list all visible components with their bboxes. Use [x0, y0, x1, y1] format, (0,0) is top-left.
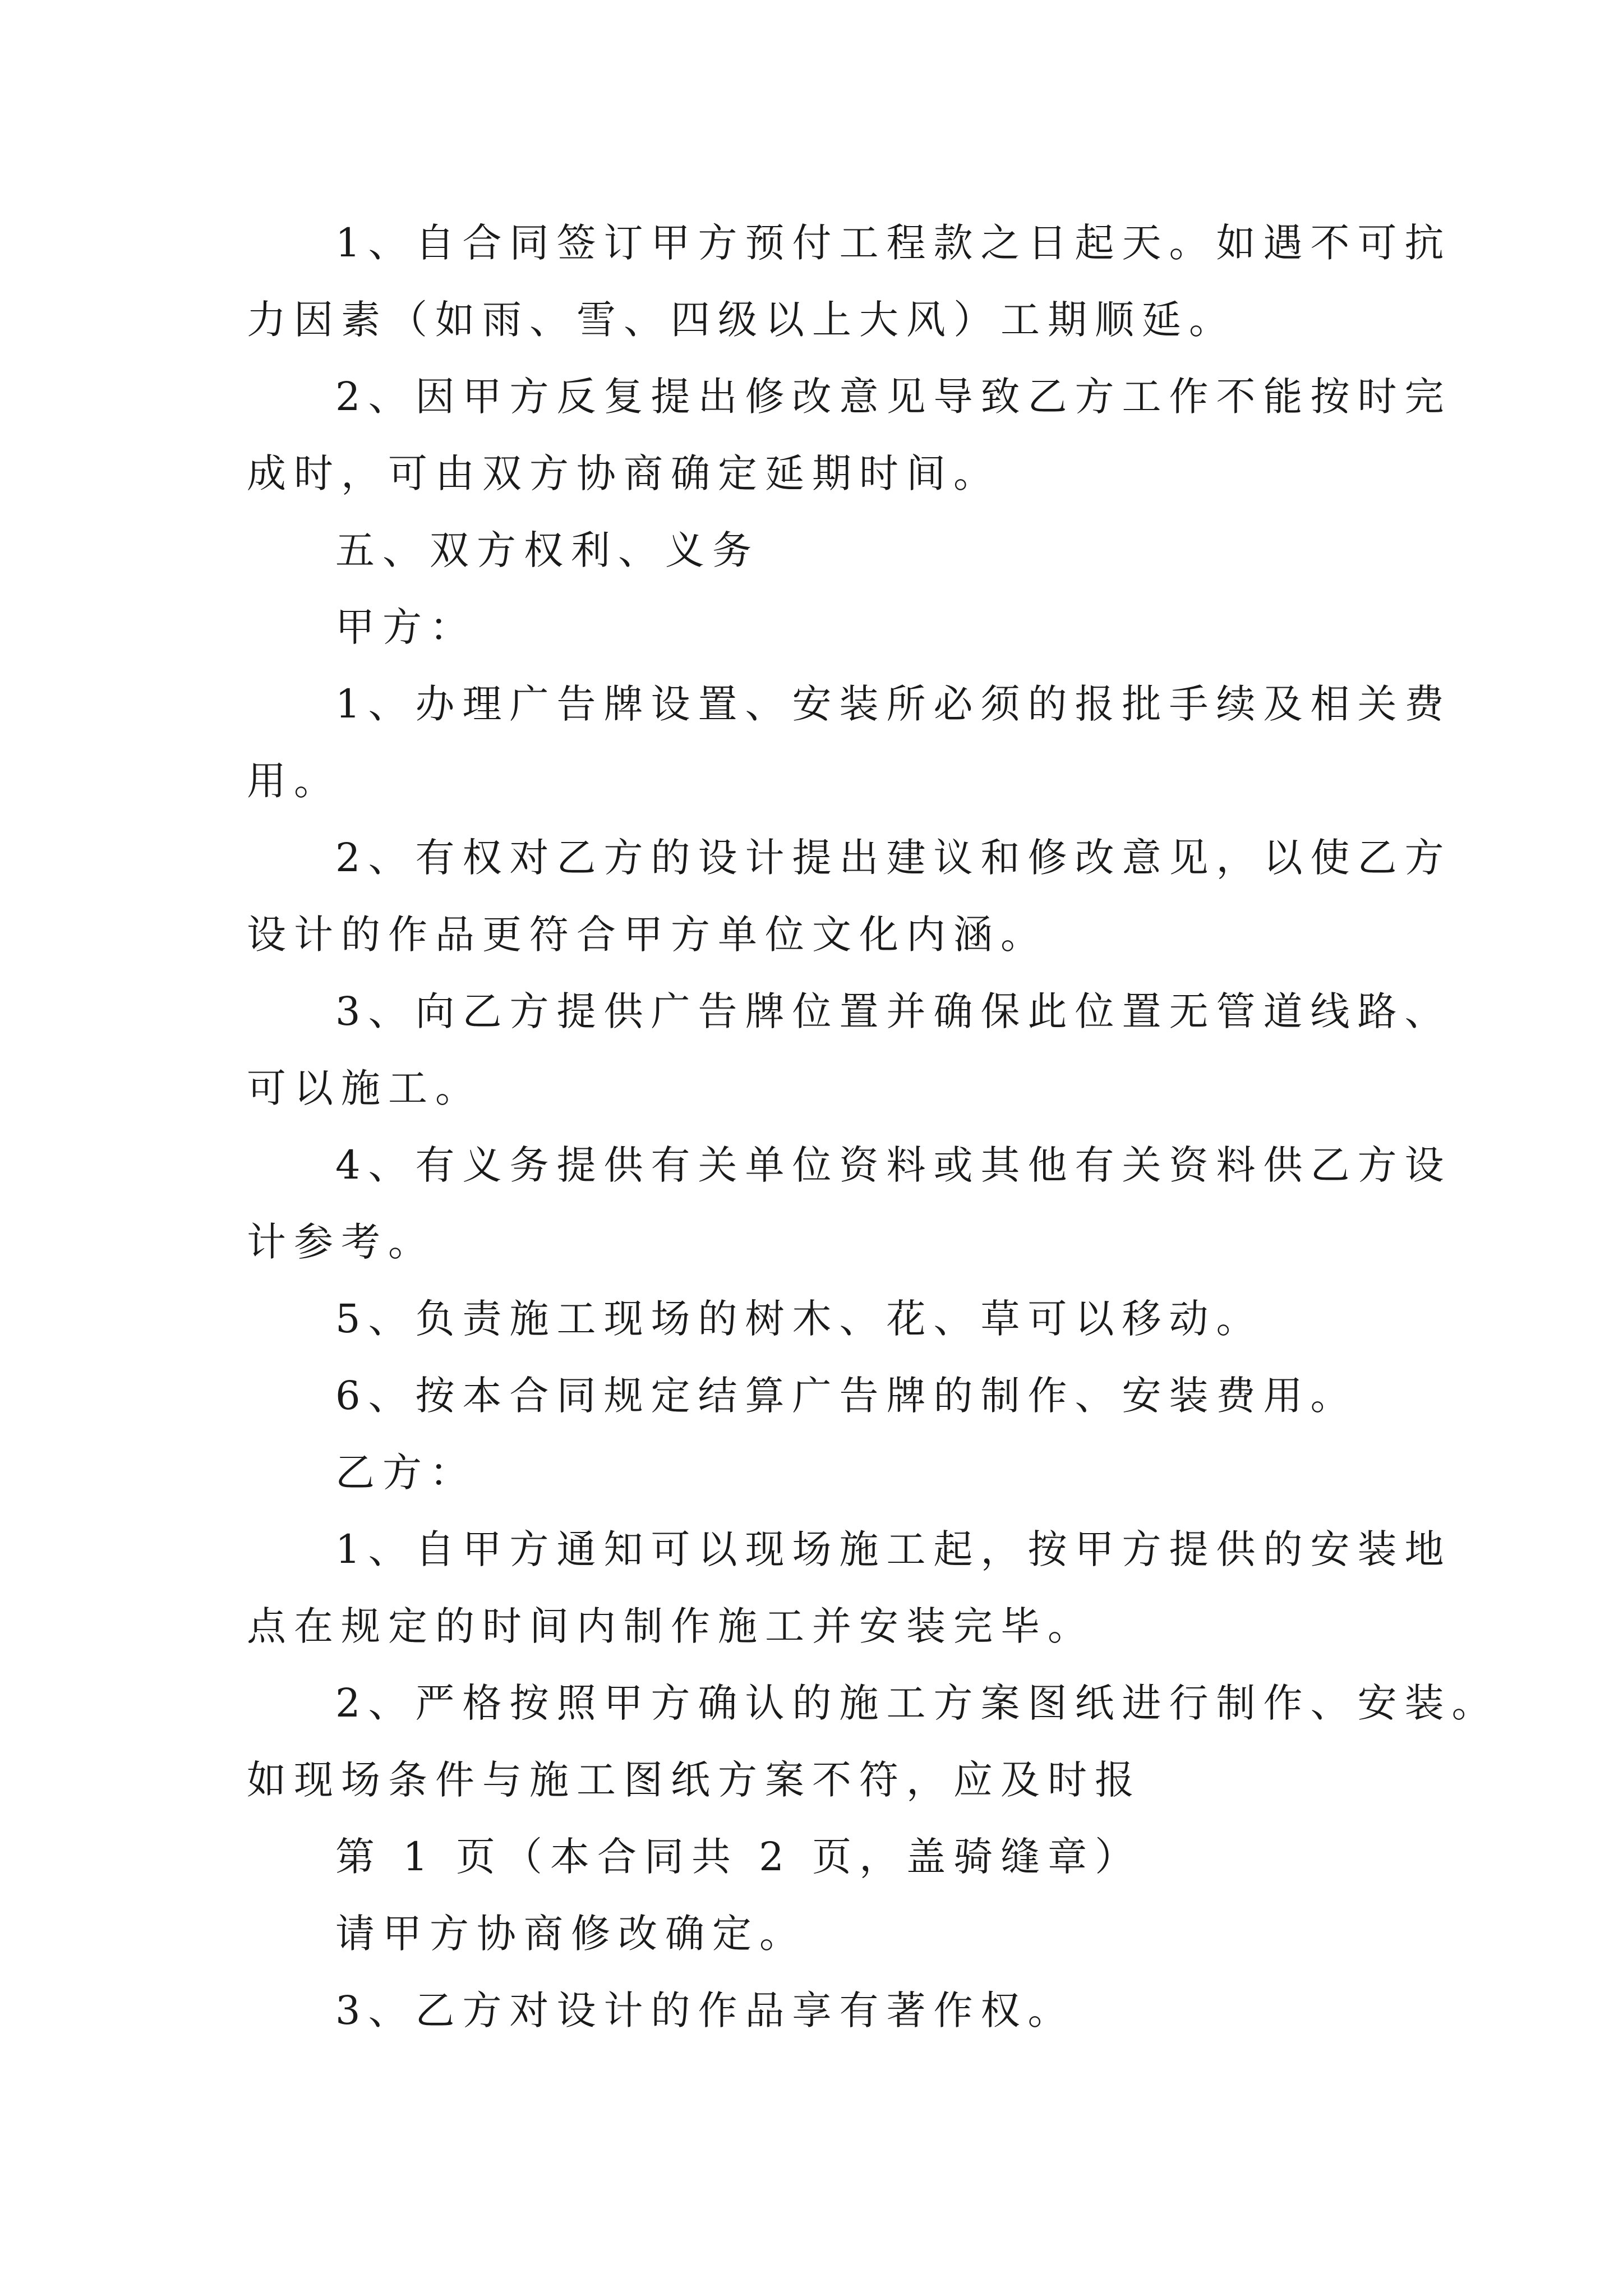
paragraph-line: 力因素（如雨、雪、四级以上大风）工期顺延。: [247, 297, 1236, 343]
paragraph-line: 1、自甲方通知可以现场施工起，按甲方提供的安装地: [335, 1526, 1452, 1572]
paragraph-line: 5、负责施工现场的树木、花、草可以移动。: [335, 1296, 1264, 1342]
paragraph-line: 2、因甲方反复提出修改意见导致乙方工作不能按时完: [335, 374, 1452, 420]
party-heading: 甲方：: [335, 604, 477, 650]
paragraph-line: 1、自合同签订甲方预付工程款之日起天。如遇不可抗: [335, 220, 1452, 266]
paragraph-line: 点在规定的时间内制作施工并安装完毕。: [247, 1603, 1095, 1649]
paragraph-line: 用。: [247, 758, 341, 804]
party-heading: 乙方：: [335, 1450, 477, 1496]
paragraph-line: 设计的作品更符合甲方单位文化内涵。: [247, 912, 1048, 958]
paragraph-line: 3、向乙方提供广告牌位置并确保此位置无管道线路、: [335, 988, 1452, 1034]
section-heading: 五、双方权利、义务: [335, 527, 759, 573]
paragraph-line: 4、有义务提供有关单位资料或其他有关资料供乙方设: [335, 1142, 1452, 1188]
page-footer: 第 1 页（本合同共 2 页，盖骑缝章）: [335, 1834, 1142, 1880]
paragraph-line: 可以施工。: [247, 1065, 482, 1111]
paragraph-line: 1、办理广告牌设置、安装所必须的报批手续及相关费: [335, 681, 1452, 727]
paragraph-line: 6、按本合同规定结算广告牌的制作、安装费用。: [335, 1373, 1358, 1419]
paragraph-line: 计参考。: [247, 1219, 435, 1265]
paragraph-line: 2、有权对乙方的设计提出建议和修改意见，以使乙方: [335, 835, 1452, 881]
paragraph-line: 3、乙方对设计的作品享有著作权。: [335, 1987, 1075, 2033]
paragraph-line: 2、严格按照甲方确认的施工方案图纸进行制作、安装。: [335, 1680, 1499, 1726]
paragraph-line: 请甲方协商修改确定。: [335, 1911, 806, 1957]
paragraph-line: 成时，可由双方协商确定延期时间。: [247, 450, 1000, 496]
paragraph-line: 如现场条件与施工图纸方案不符，应及时报: [247, 1757, 1142, 1803]
